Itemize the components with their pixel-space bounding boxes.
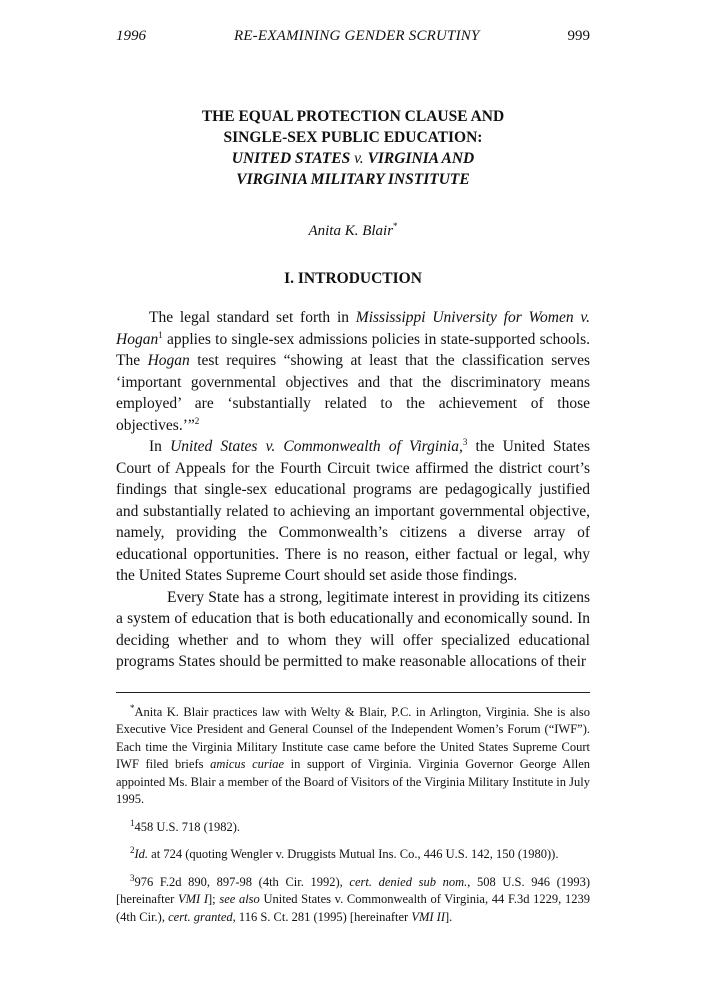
- title-case-party-a: UNITED STATES: [231, 150, 351, 167]
- footnote-3: $^3$976 F.2d 890, 897-98 (4th Cir. 1992), cert. denied sub nom., 508 U.S. 946 (1993) [hereinafter VMI I]; see also United States v. Commonwealth of Virginia, 44 F.3d 1229, 1239 (4th Cir.), cert. granted, 116 S. Ct. 281 (1995) [hereinafter VMI II].: [116, 872, 590, 924]
- header-page-number: 999: [567, 28, 590, 44]
- header-journal-title: RE-EXAMINING GENDER SCRUTINY: [233, 28, 480, 44]
- case-name-hogan: Hogan: [147, 352, 190, 369]
- author-name: Anita K. Blair: [308, 223, 394, 239]
- title-case-party-b: VIRGINIA AND: [367, 150, 475, 167]
- author-byline: [116, 221, 590, 240]
- paragraph-2: In United States v. Commonwealth of Virginia,$^3$ the United States Court of Appeals for the Fourth Circuit twice affirmed the district court’s findings that single-sex educational programs are pedagogically justified and substantially related to achieving an important governmental objective, namely, providing the Commonwealth’s citizens a diverse array of educational opportunities. There is no reason, either factual or legal, why the United States Supreme Court should set aside those findings.: [116, 436, 590, 584]
- footnote-author: *Anita K. Blair practices law with Welty & Blair, P.C. in Arlington, Virginia. She is also Executive Vice President and General Counsel of the Independent Women’s Forum (“IWF”). Each time the Virginia Military Institute case came before the United States Supreme Court IWF filed briefs amicus curiae in support of Virginia. Virginia Governor George Allen appointed Ms. Blair a member of the Board of Visitors of the Virginia Military Institute in July 1995.: [116, 702, 591, 806]
- body-text: [116, 307, 590, 673]
- running-head: [116, 28, 590, 52]
- journal-page: [116, 28, 590, 936]
- header-year: 1996: [116, 28, 146, 44]
- case-citation-virginia: United States v. Commonwealth of Virginia,: [170, 438, 463, 455]
- footnotes: [116, 704, 590, 927]
- footnote-ref-1: 1: [158, 329, 163, 340]
- footnote-2: $^2$Id. at 724 (quoting Wengler v. Druggists Mutual Ins. Co., 446 U.S. 142, 150 (1980)).: [130, 844, 559, 861]
- footnote-1: $^1$458 U.S. 718 (1982).: [130, 817, 241, 834]
- title-line-3: [116, 148, 590, 169]
- case-citation-hogan: Mississippi University for Women v. Hogan: [116, 309, 590, 348]
- article-title: [116, 106, 590, 190]
- footnote-ref-2: 2: [194, 415, 200, 426]
- paragraph-3: Every State has a strong, legitimate interest in providing its citizens a system of education that is both educationally and economically sound. In deciding whether and to whom they will offer specialized educational programs States should be permitted to make reasonable allocations of their: [116, 588, 590, 670]
- title-line-2: SINGLE-SEX PUBLIC EDUCATION:: [223, 129, 483, 146]
- paragraph-1: The legal standard set forth in Mississippi University for Women v. Hogan$^1$ applies to single-sex admissions policies in state-supported schools. The Hogan test requires “showing at least that the classification serves ‘important governmental objectives and that the discriminatory means employed’ are ‘substantially related to the achievement of those objectives.’”$^2$: [116, 309, 590, 434]
- footnote-divider: [116, 692, 590, 693]
- title-line-4: VIRGINIA MILITARY INSTITUTE: [236, 171, 470, 188]
- footnote-ref-3: 3: [462, 436, 468, 447]
- section-heading: I. INTRODUCTION: [284, 270, 422, 287]
- title-versus: v.: [354, 150, 364, 167]
- title-line-1: THE EQUAL PROTECTION CLAUSE AND: [201, 108, 505, 125]
- author-footnote-mark: *: [393, 221, 398, 231]
